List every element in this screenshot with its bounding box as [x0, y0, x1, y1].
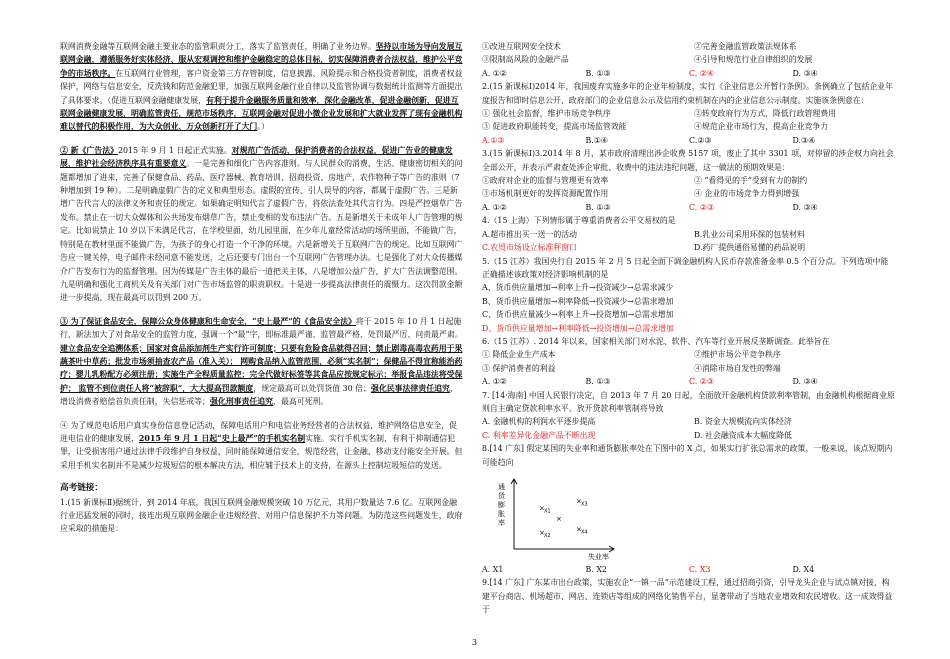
- q3-choices: A. ①② B. ①③ C. ②③ D. ③④: [482, 202, 818, 212]
- chart-point-label: X2: [544, 533, 551, 539]
- chart-point-marker: ×: [539, 529, 545, 537]
- question-7: 7. [14·海南] 中国人民银行决定，自 2013 年 7 月 20 日起，全面放开金融机构贷款利率管制，由金融机构根据商业原则自主确定贷款利率水平。放开贷款利率管制将导致: [482, 390, 895, 413]
- question-1: 1.(15 新课标Ⅱ)据统计，到 2014 年底，我国互联网金融规模突破 10 万亿元，其用户数量达 7.6 亿。互联网金融行业迅猛发展的同时，接连出现互联网金融企业违规经营、对用户信息保护不力等问题。为防范这些问题发生，政府应采取的措施是：: [60, 497, 463, 534]
- y-axis-label-char: 率: [498, 519, 505, 527]
- right-column: [482, 40, 896, 617]
- chart-point-marker: ×: [576, 525, 582, 534]
- q5-option-b: B、货币供应量增加→利率降低→投资减少→总需求增加: [482, 296, 674, 306]
- question-9: 9.[14 广东] 广东某市出台政策，实施农企“一镇一品”示范建设工程，通过招商引资，引导龙头企业与试点镇对接，构建平台商店、机场超市、网店、连锁店等组成的网络化销售平台，显著带动了当地农业增效和农民增收。这一成效得益于: [482, 578, 893, 615]
- q3-options: ①政府对企业的监督与管理更有效率 ② “看得见的手”受到有力的制约 ③市场机制更好的发挥资源配置作用 ④ 企业的市场竞争力得到增强: [482, 176, 808, 199]
- y-axis-label-char: 膨: [498, 501, 505, 509]
- q6-options: ① 降低企业生产成本 ②维护市场公平竞争秩序 ③ 保护消费者的利益 ④消除市场自发性的弊端: [482, 350, 781, 373]
- chart-point-marker: ×: [556, 515, 562, 523]
- paragraph-food-safety-law: ③ 为了保证食品安全，保障公众身体健康和生命安全，“史上最严”的《食品安全法》将于 2015 年 10 月 1 日起施行，新法加大了对食品安全的监管力度，强调一个“最”字，即标准最严谨、监管最严格、处罚最严厉、问责最严肃。建立食品安全追溯体系；国家对食品添加剂生产实行许可制度；只要有危险食品就得召回；禁止剧毒高毒农药用于果蔬茶叶中草药；批发市场须抽查农产品（准入关）； 网购食品纳入监管范围，必须“实名制”；保健品不得宣称能治药疗；婴儿乳粉配方必须注册；实施生产全程质量监控；完全代做好标签等其食品应按规定标示；举报食品违法将受保护； 监管不到位责任人将“被辞职”，大大提高罚款额度，规定最高可以处罚货值 30 倍；强化民事法律责任追究，增设消费者赔偿首负责任制，失信惩戒等；强化刑事责任追究，最高可死刑。: [60, 316, 463, 407]
- exam-heading: 高考链接：: [60, 483, 103, 494]
- paragraph-real-name-phone: ④ 为了规范电话用户真实身份信息登记活动，保障电话用户和电信业务经营者的合法权益，维护网络信息安全，促进电信业的健康发展，2015 年 9 月 1 日起“史上最严”的手机实名制实施。实行手机实名制，有利于抑制通信犯罪，让受损害用户通过法律手段维护自身权益，同时能保障通信安全，规范经营，让金融、移动支付能安全开展。但采用手机实名制并不是减少垃圾短信的根本解决方法，相应辅于技术上的支持，在源头上控制垃圾短信的发送。: [60, 420, 463, 470]
- y-axis-label-char: 货: [498, 492, 505, 500]
- page-number: 3: [472, 638, 478, 647]
- y-axis-label-char: 胀: [498, 510, 505, 518]
- chart-point-label: X1: [544, 508, 551, 515]
- q7-options: A. 金融机构的利润水平逐步提高 B. 资金大规模流向实体经济 C. 利率差异化金融产品不断出现 D. 社会融资成本大幅度降低: [482, 417, 792, 440]
- chart-point-label: X3: [581, 501, 588, 508]
- x-axis-label: 失业率: [588, 553, 609, 561]
- question-5: 5.（15 江苏）我国央行自 2015 年 2 月 5 日起全面下调金融机构人民币存款准备金率 0.5 个百分点。下列选项中能正确描述该政策对经济影响机制的是: [482, 256, 889, 279]
- q1-choices: A. ①② B. ①③ C. ②④ D. ③④: [482, 68, 818, 78]
- paragraph-advertising-law: ② 新《广告法》2015 年 9 月 1 日起正式实施。对规范广告活动，保护消费者的合法权益，促进广告业的健康发展，维护社会经济秩序具有重要意义。一是完善和细化广告内容准则。与人民群众的消费、生活、健康密切相关的问题都增加了进来，完善了保健食品、药品、医疗器械、教育培训、招商投资、房地产、农作物种子等广告的准则（7 种增加到 19 种）。二是明确虚假广告的定义和典型形态。虚假的宣传、引人误导的内容，都属于虚假广告。三是新增广告代言人的法律义务和责任的规定。如果确定明知代言了虚假广告，将依法查处其代言行为。四是严控烟草广告发布。禁止在一切大众媒体和公共场发布烟草广告，禁止变相的发布违法广告。五是新增关于未成年人广告管理的规定。比如说禁止 10 岁以下未满足代言，在学校里面，幼儿园里面，在少年儿童经常活动的场所里面，不能做广告，特别是在教材里面不能做广告，为孩子的身心打造一个干净的环境。六是新增关于互联网广告的规定。比如互联网广告应一键关停，电子邮件未经同意不能发送，之后还要专门出台一个互联网广告管理办法。七是强化了对大众传播媒介广告发布行为的监督管理。因为传媒是广告主体的最后一道把关主体，八是增加公益广告，扩大广告法调整范围。九是明确和强化工商机关及有关部门对广告市场监管的职责职权。十是进一步提高法律责任的震慑力。这次罚款金额进一步提高，现在最高可以罚到 200 万。: [60, 145, 463, 303]
- question-2: 2.(15 新课标Ⅰ)2014 年，我国废弃实施多年的企业年检制度，实行《企业信息公开暂行条例》。条例确立了包括企业年度报告和即时信息公开、政府部门的企业信息公示及信用约束机制在内的企业信息公示制度。实施该条例意在：: [482, 82, 893, 105]
- chart-point-label: X4: [581, 529, 588, 536]
- q6-choices: A. ①② B. ①③ C. ②③ D. ③④: [482, 377, 818, 387]
- q4-options: A.超市推出买一送一的活动 B.乳业公司采用环保的包装材料 C.农贸市场设立标准秤窗口 D.药厂提供通俗易懂的药品说明: [482, 229, 806, 253]
- chart-point-marker: ×: [576, 497, 582, 506]
- question-3: 3.(15 新课标Ⅰ)3.2014 年 8 月，某市政府清理出涉企收费 5157 项，废止了其中 3301 项，对停留的涉企权力向社会全部公开，并表示严肃查处涉企审批、收费中的违法违纪问题，这一做法的预期效果是：: [482, 149, 894, 172]
- left-column: [60, 40, 464, 536]
- question-6: 6.（15 江苏）. 2014 年以来，国家相关部门对水泥、软件、汽车等行业开展反垄断调查。此举旨在: [482, 336, 830, 346]
- q5-option-d: D、货币供应量增加→利率降低→投资增加→总需求增加: [482, 323, 674, 333]
- q2-options: ① 强化社会监督，维护市场竞争秩序 ②转变政府行为方式，降低行政管理费用 ③ 促进政府职能转变，提高市场监管效能 ④规范企业市场行为，提高企业竞争力: [482, 109, 837, 132]
- question-4: 4.（15 上海）下列情形属于尊重消费者公平交易权的是: [482, 216, 676, 226]
- phillips-chart: [492, 471, 632, 563]
- y-axis-label-char: 通: [498, 483, 505, 491]
- q5-option-c: C、货币供应量减少→利率上升→投资增加→总需求增加: [482, 310, 674, 320]
- q8-choices: A. X1 B. X2 C. X3 D. X4: [482, 565, 815, 574]
- chart-point-marker: ×: [539, 504, 545, 513]
- q1-options: ①改进互联网安全技术 ②完善金融监管政策法规体系 ③限制高风险的金融产品 ④引导和规范行业自律组织的发展: [482, 42, 813, 65]
- paragraph-internet-finance: 联网消费金融等互联网金融主要业态的监管职责分工，落实了监管责任，明确了业务边界。坚持以市场为导向发展互联网金融，遵循服务好实体经济、服从宏观调控和维护金融稳定的总体目标，切实保障消费者合法权益，维护公平竞争的市场秩序。在互联网行业管理，客户资金第三方存管制度，信息披露、风险提示和合格投资者制度，消费者权益保护，网络与信息安全，反洗钱和防范金融犯罪，加强互联网金融行业自律以及监管协调与数据统计监测等方面提出了具体要求。（促进互联网金融健康发展，有利于提升金融服务质量和效率，深化金融改革，促进金融创新，促进互联网金融健康发展，明确监管责任，规范市场秩序，互联网金融对促进小微企业发展和扩大就业发挥了现有金融机构难以替代的积极作用，为大众创业、万众创新打开了大门。）: [60, 42, 463, 132]
- question-8: 8.[14 广东] 假定某国的失业率和通货膨胀率处在下图中的 X 点，如果实行扩张总需求的政策，一般来说，该点短期内可能趋向: [482, 444, 893, 467]
- q5-option-a: A、货币供应量增加→利率上升→投资减少→总需求减少: [482, 283, 674, 293]
- q2-choices: A.①③ B.①④ C.②③ D.③④: [482, 135, 816, 145]
